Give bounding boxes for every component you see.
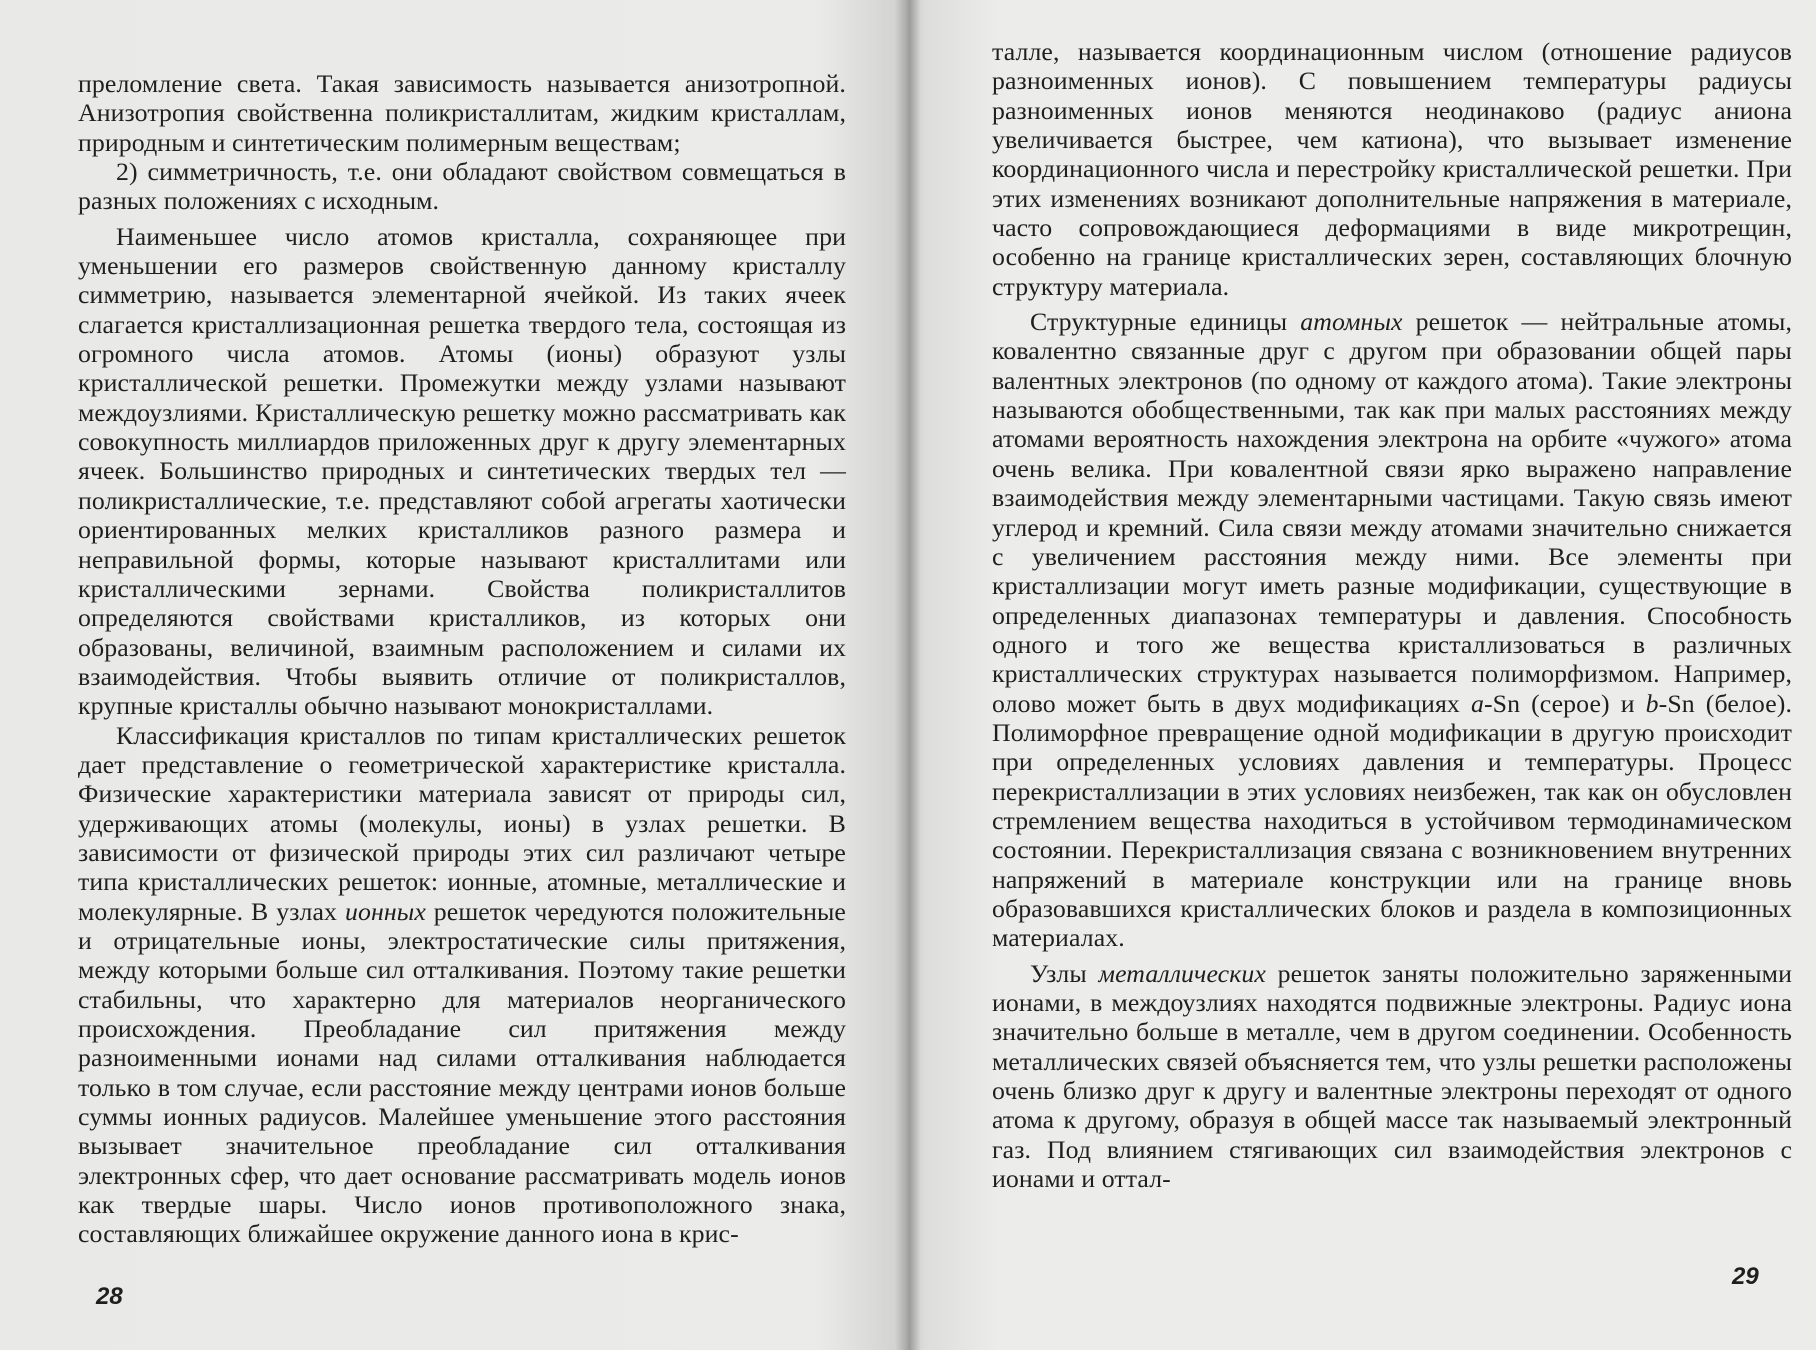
greek-letter: b: [1645, 688, 1659, 718]
paragraph: Наименьшее число атомов кристалла, сохраняющее при уменьшении его размеров свойственную данному кристаллу симметрию, называется элементарной ячейкой. Из таких ячеек слагается кристаллизационная решетка твердого тела, состоящая из огромного числа атомов. Атомы (ионы) образуют узлы кристаллической решетки. Промежутки между узлами называют междоузлиями. Кристаллическую решетку можно рассматривать как совокупность миллиардов приложенных друг к другу элементарных ячеек. Большинство природных и синтетических твердых тел — поликристаллические, т.е. представляют собой агрегаты хаотически ориентированных мелких кристалликов разного размера и неправильной формы, которые называют кристаллитами или кристаллическими зернами. Свойства поликристаллитов определяются свойствами кристалликов, из которых они образованы, величиной, взаимным расположением и силами их взаимодействия. Чтобы выявить отличие от поликристаллов, крупные кристаллы обычно называют монокристаллами.: [78, 221, 846, 721]
paragraph: [992, 959, 1792, 1194]
paragraph: талле, называется координационным числом (отношение радиусов разноименных ионов). С повышением температуры радиусы разноименных ионов меняются неодинаково (радиус аниона увеличивается быстрее, чем катиона), что вызывает изменение координационного числа и перестройку кристаллической решетки. При этих изменениях возникают дополнительные напряжения в материале, часто сопровождающиеся деформациями в виде микротрещин, особенно на границе кристаллических зерен, составляющих блочную структуру материала.: [992, 37, 1792, 301]
text-run: Узлы: [1030, 958, 1099, 988]
text-run: Структурные единицы: [1030, 307, 1301, 337]
text-run: решеток заняты положительно заряженными ионами, в междоузлиях находятся подвижные электроны. Радиус иона значительно больше в металле, чем в другом соединении. Особенность металлических связей объясняется тем, что узлы решетки расположены очень близко друг к другу и валентные электроны переходят от одного атома к другому, образуя в общей массе так называемый электронный газ. Под влиянием стягивающих сил взаимодействия электронов с ионами и оттал-: [992, 958, 1793, 1194]
italic-term: ионных: [344, 896, 426, 926]
page-number: 28: [96, 1283, 123, 1310]
italic-term: металлических: [1098, 958, 1266, 988]
paragraph: [992, 307, 1792, 953]
paragraph: [78, 721, 846, 1249]
text-run: -Sn (серое) и: [1483, 688, 1646, 718]
greek-letter: a: [1470, 688, 1484, 718]
left-page-text: [78, 69, 846, 1249]
page-number: 29: [1732, 1263, 1759, 1290]
text-run: решеток — нейтральные атомы, ковалентно связанные друг с другом при образовании общей пары валентных электронов (по одному от каждого атома). Такие электроны называются обобщественными, так как при малых расстояниях между атомами вероятность нахождения электрона на орбите «чужого» атома очень велика. При ковалентной связи ярко выражено направление взаимодействия между элементарными частицами. Такую связь имеют углерод и кремний. Сила связи между атомами значительно снижается с увеличением расстояния между ними. Все элементы при кристаллизации могут иметь разные модификации, существующие в определенных диапазонах температуры и давления. Способность одного и того же вещества кристаллизоваться в различных кристаллических структурах называется полиморфизмом. Например, олово может быть в двух модификациях: [992, 307, 1793, 718]
paragraph: преломление света. Такая зависимость называется анизотропной. Анизотропия свойственна поликристаллитам, жидким кристаллам, природным и синтетическим полимерным веществам;: [78, 69, 846, 157]
right-page-text: [992, 37, 1792, 1193]
text-run: -Sn (белое). Полиморфное превращение одной модификации в другую происходит при определенных условиях давления и температуры. Процесс перекристаллизации в этих условиях неизбежен, так как он обусловлен стремлением вещества находиться в устойчивом термодинамическом состоянии. Перекристаллизация связана с возникновением внутренних напряжений в материале конструкции или на границе вновь образовавшихся кристаллических блоков и раздела в композиционных материалах.: [992, 688, 1792, 953]
italic-term: атомных: [1300, 307, 1403, 337]
right-page: [916, 0, 1816, 1350]
left-page: [0, 0, 900, 1350]
text-run: решеток чередуются положительные и отрицательные ионы, электростатические силы притяжения, между которыми больше сил отталкивания. Поэтому такие решетки стабильны, что характерно для материалов неорганического происхождения. Преобладание сил притяжения между разноименными ионами над силами отталкивания наблюдается только в том случае, если расстояние между центрами ионов больше суммы ионных радиусов. Малейшее уменьшение этого расстояния вызывает значительное преобладание сил отталкивания электронных сфер, что дает основание рассматривать модель ионов как твердые шары. Число ионов противоположного знака, составляющих ближайшее окружение данного иона в крис-: [78, 896, 846, 1249]
paragraph: 2) симметричность, т.е. они обладают свойством совмещаться в разных положениях с исходным.: [78, 157, 846, 216]
text-run: Классификация кристаллов по типам кристаллических решеток дает представление о геометрической характеристике кристалла. Физические характеристики материала зависят от природы сил, удерживающих атомы (молекулы, ионы) в узлах решетки. В зависимости от физической природы этих сил различают четыре типа кристаллических решеток: ионные, атомные, металлические и молекулярные. В узлах: [78, 720, 846, 926]
